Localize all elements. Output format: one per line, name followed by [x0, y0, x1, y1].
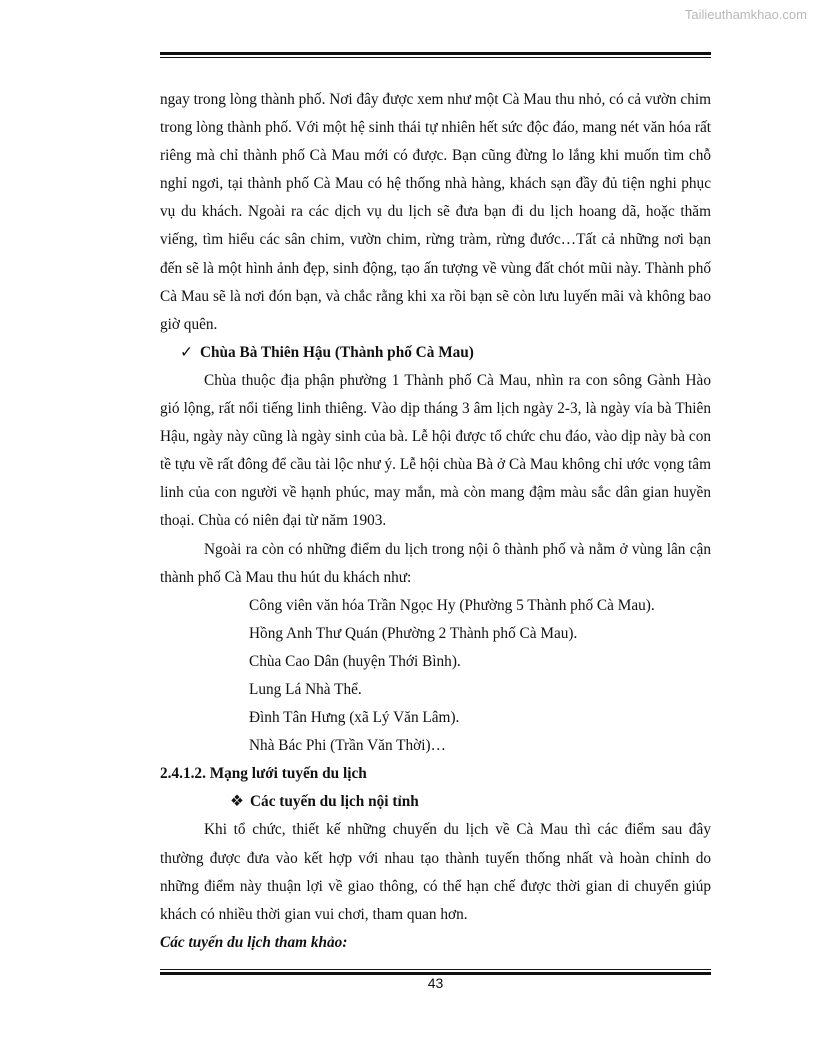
- list-item: Hồng Anh Thư Quán (Phường 2 Thành phố Cà Mau).: [249, 624, 578, 642]
- section-heading: 2.4.1.2. Mạng lưới tuyến du lịch: [160, 765, 367, 783]
- diamond-bullet-icon: ❖: [230, 793, 244, 811]
- page-number: 43: [427, 975, 444, 991]
- list-item: Chùa Cao Dân (huyện Thới Bình).: [249, 652, 461, 670]
- list-item: Đình Tân Hưng (xã Lý Văn Lâm).: [249, 709, 460, 727]
- list-item: Lung Lá Nhà Thể.: [249, 680, 362, 698]
- paragraph-other-sites: Ngoài ra còn có những điểm du lịch trong nội ô thành phố và nằm ở vùng lân cận thành phố Cà Mau thu hút du khách như:: [160, 540, 711, 586]
- paragraph-temple: Chùa thuộc địa phận phường 1 Thành phố Cà Mau, nhìn ra con sông Gành Hào gió lộng, rất nổi tiếng linh thiêng. Vào dịp tháng 3 âm lịch ngày 2-3, là ngày vía bà Thiên Hậu, ngày này cũng là ngày sinh của bà. Lễ hội được tổ chức chu đáo, vào dịp này bà con tề tựu về rất đông để cầu tài lộc như ý. Lễ hội chùa Bà ở Cà Mau không chỉ ước vọng tâm linh của con người về hạnh phúc, may mắn, mà còn mang đậm màu sắc dân gian huyền thoại. Chùa có niên đại từ năm 1903.: [160, 371, 711, 530]
- subsection-heading: [160, 788, 711, 816]
- routes-heading: Các tuyến du lịch tham khảo:: [160, 933, 348, 951]
- list-item: Công viên văn hóa Trần Ngọc Hy (Phường 5 Thành phố Cà Mau).: [249, 596, 655, 614]
- subsection-heading-label: Các tuyến du lịch nội tỉnh: [250, 793, 419, 811]
- header-rule: [160, 52, 711, 58]
- watermark: Tailieuthamkhao.com: [684, 7, 807, 22]
- page-body: [160, 86, 711, 957]
- paragraph-routes: Khi tổ chức, thiết kế những chuyến du lịch về Cà Mau thì các điểm sau đây thường được đưa vào kết hợp với nhau tạo thành tuyến thống nhất và hoàn chỉnh do những điểm này thuận lợi về giao thông, có thể hạn chế được thời gian di chuyển giúp khách có nhiều thời gian vui chơi, tham quan hơn.: [160, 821, 711, 923]
- checkmark-icon: ✓: [180, 343, 193, 361]
- bullet-heading-label: Chùa Bà Thiên Hậu (Thành phố Cà Mau): [200, 343, 474, 361]
- paragraph-intro: ngay trong lòng thành phố. Nơi đây được xem như một Cà Mau thu nhỏ, có cả vườn chim trong lòng thành phố. Với một hệ sinh thái tự nhiên hết sức độc đáo, mang nét văn hóa rất riêng mà chỉ thành phố Cà Mau mới có được. Bạn cũng đừng lo lắng khi muốn tìm chỗ nghỉ ngơi, tại thành phố Cà Mau có hệ thống nhà hàng, khách sạn đầy đủ tiện nghi phục vụ du khách. Ngoài ra các dịch vụ du lịch sẽ đưa bạn đi du lịch hoang dã, hoặc thăm viếng, tìm hiểu các sân chim, vườn chim, rừng tràm, rừng đước…Tất cả những nơi bạn đến sẽ là một hình ảnh đẹp, sinh động, tạo ấn tượng về vùng đất chót mũi này. Thành phố Cà Mau sẽ là nơi đón bạn, và chắc rằng khi xa rồi bạn sẽ còn lưu luyến mãi và không bao giờ quên.: [160, 91, 711, 333]
- bullet-heading-temple: [160, 339, 711, 367]
- places-list: [160, 592, 711, 761]
- list-item: Nhà Bác Phi (Trần Văn Thời)…: [249, 737, 446, 755]
